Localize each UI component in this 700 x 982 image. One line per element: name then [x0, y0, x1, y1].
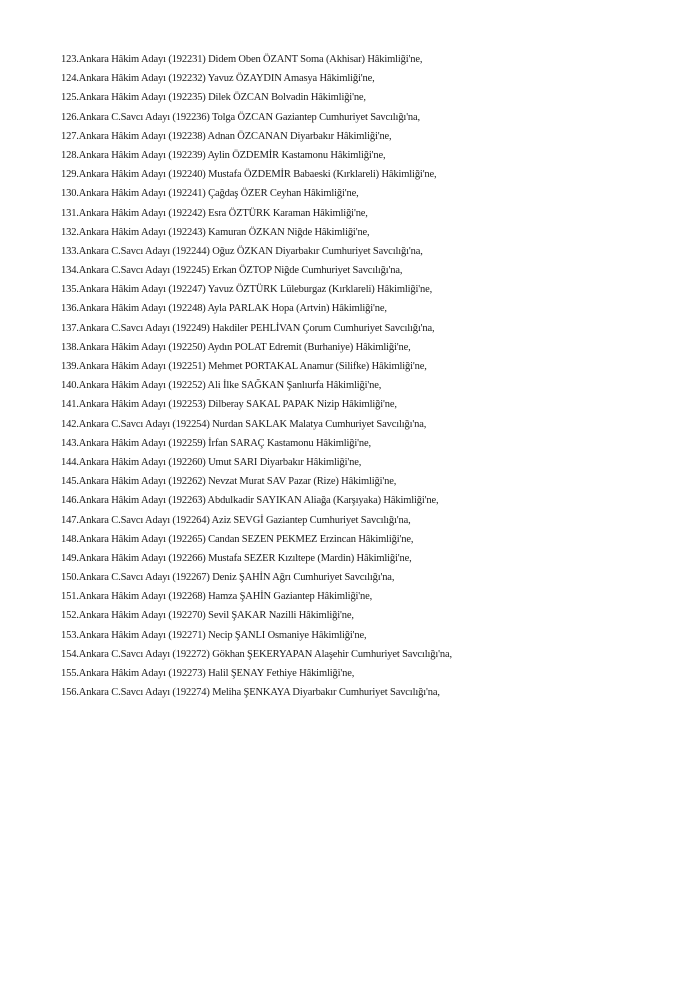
list-item: 128.Ankara Hâkim Adayı (192239) Aylin ÖZDEMİR Kastamonu Hâkimliği'ne,	[61, 149, 386, 161]
list-item: 135.Ankara Hâkim Adayı (192247) Yavuz ÖZTÜRK Lüleburgaz (Kırklareli) Hâkimliği'ne,	[61, 284, 433, 296]
list-item: 143.Ankara Hâkim Adayı (192259) İrfan SARAÇ Kastamonu Hâkimliği'ne,	[61, 437, 371, 449]
list-item: 131.Ankara Hâkim Adayı (192242) Esra ÖZTÜRK Karaman Hâkimliği'ne,	[61, 207, 368, 219]
list-item: 138.Ankara Hâkim Adayı (192250) Aydın POLAT Edremit (Burhaniye) Hâkimliği'ne,	[61, 341, 411, 353]
list-item: 136.Ankara Hâkim Adayı (192248) Ayla PARLAK Hopa (Artvin) Hâkimliği'ne,	[61, 303, 387, 315]
list-item: 144.Ankara Hâkim Adayı (192260) Umut SARI Diyarbakır Hâkimliği'ne,	[61, 456, 362, 468]
list-item: 155.Ankara Hâkim Adayı (192273) Halil ŞENAY Fethiye Hâkimliği'ne,	[61, 668, 355, 679]
list-item: 134.Ankara C.Savcı Adayı (192245) Erkan ÖZTOP Niğde Cumhuriyet Savcılığı'na,	[61, 265, 403, 277]
list-item: 126.Ankara C.Savcı Adayı (192236) Tolga ÖZCAN Gaziantep Cumhuriyet Savcılığı'na,	[61, 111, 421, 123]
list-item: 140.Ankara Hâkim Adayı (192252) Ali İlke SAĞKAN Şanlıurfa Hâkimliği'ne,	[61, 380, 382, 392]
list-item: 130.Ankara Hâkim Adayı (192241) Çağdaş ÖZER Ceyhan Hâkimliği'ne,	[61, 188, 359, 200]
list-item: 149.Ankara Hâkim Adayı (192266) Mustafa SEZER Kızıltepe (Mardin) Hâkimliği'ne,	[61, 552, 412, 564]
appointment-list	[61, 50, 681, 702]
list-item: 129.Ankara Hâkim Adayı (192240) Mustafa ÖZDEMİR Babaeski (Kırklareli) Hâkimliği'ne,	[61, 169, 437, 181]
list-item: 137.Ankara C.Savcı Adayı (192249) Hakdiler PEHLİVAN Çorum Cumhuriyet Savcılığı'na,	[61, 322, 435, 334]
list-item: 152.Ankara Hâkim Adayı (192270) Sevil ŞAKAR Nazilli Hâkimliği'ne,	[61, 610, 354, 622]
list-item: 139.Ankara Hâkim Adayı (192251) Mehmet PORTAKAL Anamur (Silifke) Hâkimliği'ne,	[61, 361, 427, 372]
list-item: 124.Ankara Hâkim Adayı (192232) Yavuz ÖZAYDIN Amasya Hâkimliği'ne,	[61, 73, 375, 85]
list-item: 147.Ankara C.Savcı Adayı (192264) Aziz SEVGİ Gaziantep Cumhuriyet Savcılığı'na,	[61, 514, 411, 526]
list-item: 150.Ankara C.Savcı Adayı (192267) Deniz ŞAHİN Ağrı Cumhuriyet Savcılığı'na,	[61, 572, 395, 584]
list-item: 153.Ankara Hâkim Adayı (192271) Necip ŞANLI Osmaniye Hâkimliği'ne,	[61, 629, 367, 641]
list-item: 133.Ankara C.Savcı Adayı (192244) Oğuz ÖZKAN Diyarbakır Cumhuriyet Savcılığı'na,	[61, 245, 423, 257]
list-item: 154.Ankara C.Savcı Adayı (192272) Gökhan ŞEKERYAPAN Alaşehir Cumhuriyet Savcılığı'na,	[61, 648, 452, 660]
list-item: 123.Ankara Hâkim Adayı (192231) Didem Oben ÖZANT Soma (Akhisar) Hâkimliği'ne,	[61, 54, 423, 65]
list-item: 156.Ankara C.Savcı Adayı (192274) Meliha ŞENKAYA Diyarbakır Cumhuriyet Savcılığı'na,	[61, 687, 440, 699]
list-item: 151.Ankara Hâkim Adayı (192268) Hamza ŞAHİN Gaziantep Hâkimliği'ne,	[61, 591, 373, 603]
list-item: 127.Ankara Hâkim Adayı (192238) Adnan ÖZCANAN Diyarbakır Hâkimliği'ne,	[61, 130, 392, 142]
list-item: 145.Ankara Hâkim Adayı (192262) Nevzat Murat SAV Pazar (Rize) Hâkimliği'ne,	[61, 476, 397, 488]
list-item: 125.Ankara Hâkim Adayı (192235) Dilek ÖZCAN Bolvadin Hâkimliği'ne,	[61, 92, 366, 104]
list-item: 132.Ankara Hâkim Adayı (192243) Kamuran ÖZKAN Niğde Hâkimliği'ne,	[61, 226, 370, 238]
list-item: 142.Ankara C.Savcı Adayı (192254) Nurdan SAKLAK Malatya Cumhuriyet Savcılığı'na,	[61, 418, 427, 430]
list-item: 141.Ankara Hâkim Adayı (192253) Dilberay SAKAL PAPAK Nizip Hâkimliği'ne,	[61, 399, 397, 411]
list-item: 146.Ankara Hâkim Adayı (192263) Abdulkadir SAYIKAN Aliağa (Karşıyaka) Hâkimliği'ne,	[61, 495, 439, 507]
list-item: 148.Ankara Hâkim Adayı (192265) Candan SEZEN PEKMEZ Erzincan Hâkimliği'ne,	[61, 533, 414, 545]
